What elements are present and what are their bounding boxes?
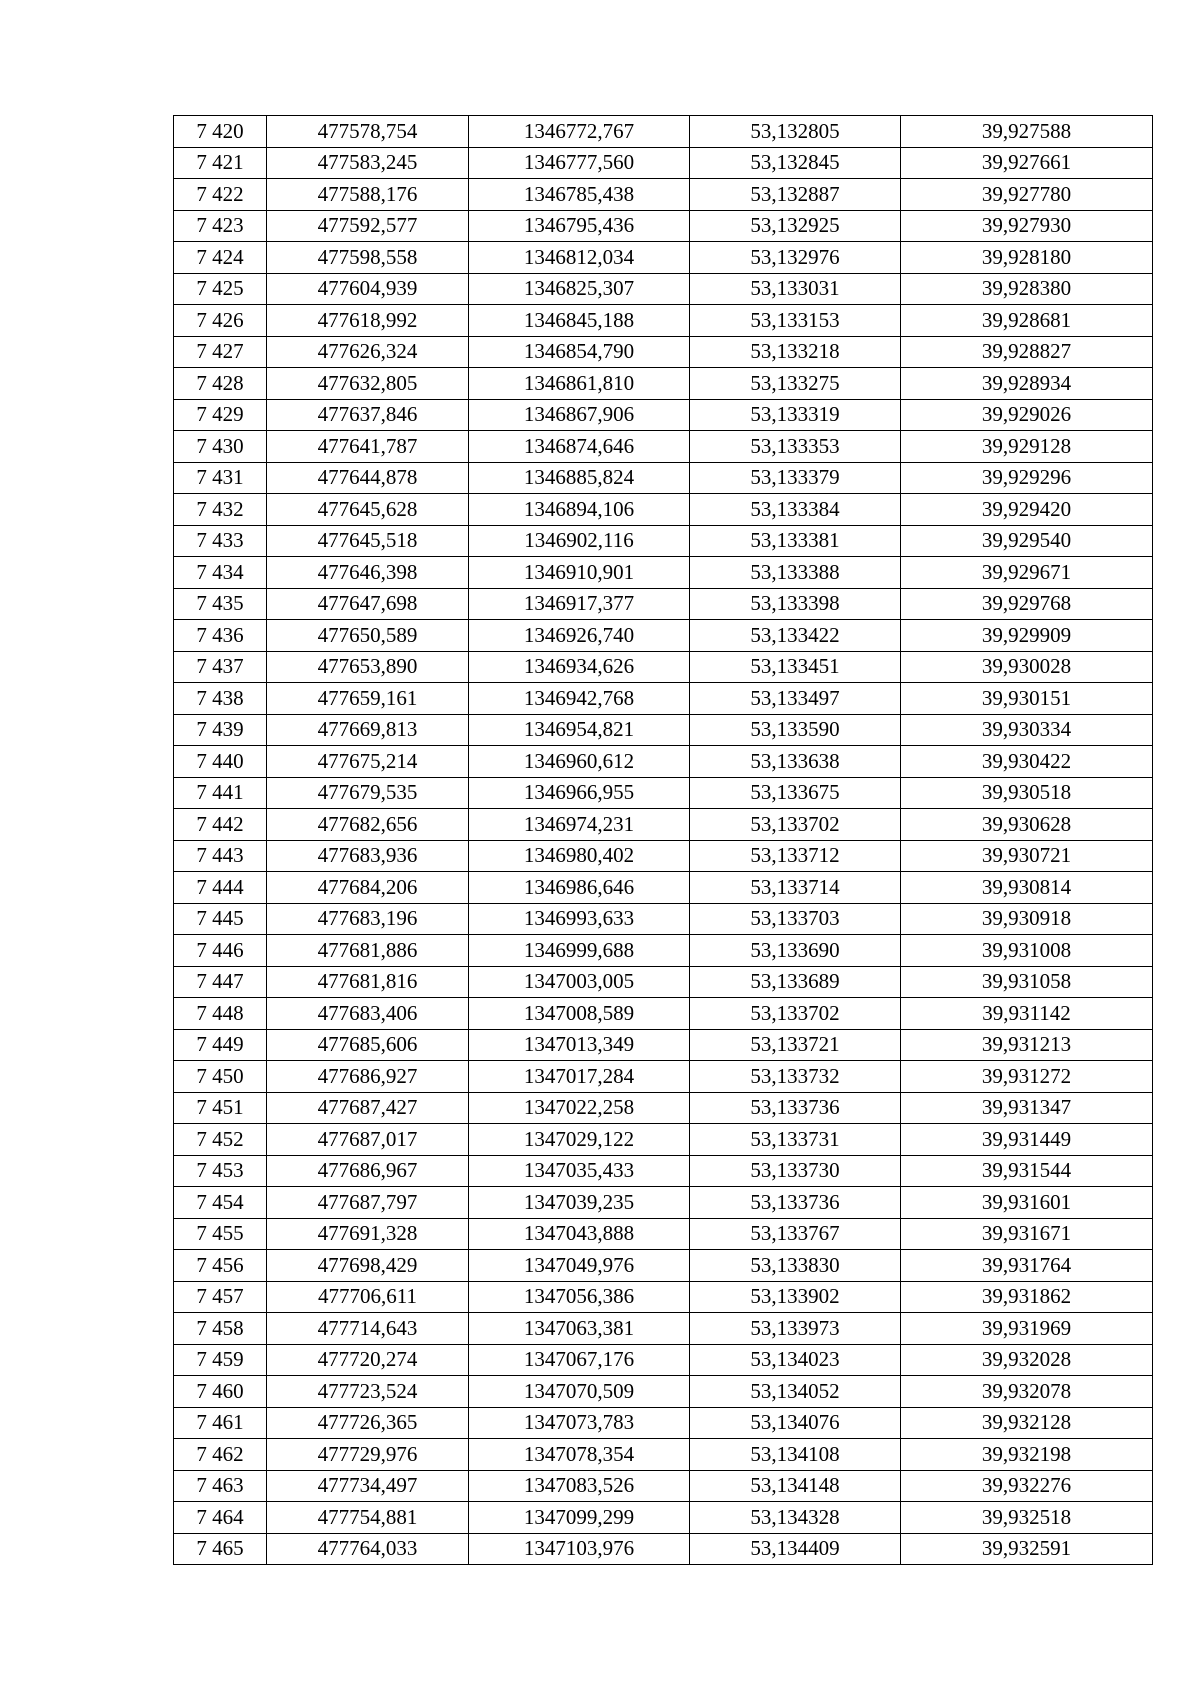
- y-coordinate-cell: 1346825,307: [469, 273, 690, 305]
- latitude-cell: 53,133689: [690, 966, 901, 998]
- point-number-cell: 7 434: [174, 557, 267, 589]
- table-row: [174, 1061, 1153, 1093]
- point-number-cell: 7 425: [174, 273, 267, 305]
- y-coordinate-cell: 1346845,188: [469, 305, 690, 337]
- x-coordinate-cell: 477691,328: [267, 1218, 469, 1250]
- longitude-cell: 39,930518: [901, 777, 1153, 809]
- longitude-cell: 39,932028: [901, 1344, 1153, 1376]
- latitude-cell: 53,134409: [690, 1533, 901, 1565]
- point-number-cell: 7 460: [174, 1376, 267, 1408]
- y-coordinate-cell: 1347063,381: [469, 1313, 690, 1345]
- longitude-cell: 39,929026: [901, 399, 1153, 431]
- table-row: [174, 210, 1153, 242]
- table-row: [174, 683, 1153, 715]
- table-row: [174, 1155, 1153, 1187]
- x-coordinate-cell: 477650,589: [267, 620, 469, 652]
- longitude-cell: 39,931008: [901, 935, 1153, 967]
- table-row: [174, 1439, 1153, 1471]
- y-coordinate-cell: 1346772,767: [469, 116, 690, 148]
- table-row: [174, 525, 1153, 557]
- x-coordinate-cell: 477686,927: [267, 1061, 469, 1093]
- y-coordinate-cell: 1347067,176: [469, 1344, 690, 1376]
- table-row: [174, 872, 1153, 904]
- table-row: [174, 462, 1153, 494]
- x-coordinate-cell: 477618,992: [267, 305, 469, 337]
- table-row: [174, 1029, 1153, 1061]
- point-number-cell: 7 431: [174, 462, 267, 494]
- table-row: [174, 1533, 1153, 1565]
- x-coordinate-cell: 477754,881: [267, 1502, 469, 1534]
- x-coordinate-cell: 477683,936: [267, 840, 469, 872]
- point-number-cell: 7 435: [174, 588, 267, 620]
- longitude-cell: 39,929296: [901, 462, 1153, 494]
- table-row: [174, 1344, 1153, 1376]
- latitude-cell: 53,132845: [690, 147, 901, 179]
- latitude-cell: 53,133702: [690, 998, 901, 1030]
- latitude-cell: 53,133319: [690, 399, 901, 431]
- longitude-cell: 39,930028: [901, 651, 1153, 683]
- y-coordinate-cell: 1347070,509: [469, 1376, 690, 1408]
- table-row: [174, 1124, 1153, 1156]
- longitude-cell: 39,929671: [901, 557, 1153, 589]
- x-coordinate-cell: 477645,518: [267, 525, 469, 557]
- table-row: [174, 1250, 1153, 1282]
- x-coordinate-cell: 477669,813: [267, 714, 469, 746]
- point-number-cell: 7 459: [174, 1344, 267, 1376]
- x-coordinate-cell: 477659,161: [267, 683, 469, 715]
- latitude-cell: 53,134148: [690, 1470, 901, 1502]
- table-row: [174, 777, 1153, 809]
- y-coordinate-cell: 1346894,106: [469, 494, 690, 526]
- table-row: [174, 588, 1153, 620]
- table-row: [174, 714, 1153, 746]
- point-number-cell: 7 448: [174, 998, 267, 1030]
- y-coordinate-cell: 1346777,560: [469, 147, 690, 179]
- y-coordinate-cell: 1346910,901: [469, 557, 690, 589]
- latitude-cell: 53,133031: [690, 273, 901, 305]
- latitude-cell: 53,133275: [690, 368, 901, 400]
- longitude-cell: 39,930334: [901, 714, 1153, 746]
- latitude-cell: 53,133712: [690, 840, 901, 872]
- table-row: [174, 368, 1153, 400]
- x-coordinate-cell: 477637,846: [267, 399, 469, 431]
- x-coordinate-cell: 477653,890: [267, 651, 469, 683]
- table-row: [174, 1218, 1153, 1250]
- point-number-cell: 7 422: [174, 179, 267, 211]
- longitude-cell: 39,929768: [901, 588, 1153, 620]
- x-coordinate-cell: 477679,535: [267, 777, 469, 809]
- x-coordinate-cell: 477687,427: [267, 1092, 469, 1124]
- table-row: [174, 242, 1153, 274]
- y-coordinate-cell: 1346867,906: [469, 399, 690, 431]
- table-row: [174, 935, 1153, 967]
- point-number-cell: 7 462: [174, 1439, 267, 1471]
- y-coordinate-cell: 1347099,299: [469, 1502, 690, 1534]
- table-row: [174, 840, 1153, 872]
- x-coordinate-cell: 477583,245: [267, 147, 469, 179]
- longitude-cell: 39,927588: [901, 116, 1153, 148]
- x-coordinate-cell: 477764,033: [267, 1533, 469, 1565]
- table-row: [174, 1092, 1153, 1124]
- x-coordinate-cell: 477646,398: [267, 557, 469, 589]
- longitude-cell: 39,932518: [901, 1502, 1153, 1534]
- longitude-cell: 39,930422: [901, 746, 1153, 778]
- longitude-cell: 39,928380: [901, 273, 1153, 305]
- latitude-cell: 53,133732: [690, 1061, 901, 1093]
- latitude-cell: 53,133830: [690, 1250, 901, 1282]
- latitude-cell: 53,133353: [690, 431, 901, 463]
- coordinates-table: [173, 115, 1153, 1565]
- latitude-cell: 53,132887: [690, 179, 901, 211]
- latitude-cell: 53,133714: [690, 872, 901, 904]
- x-coordinate-cell: 477641,787: [267, 431, 469, 463]
- latitude-cell: 53,132976: [690, 242, 901, 274]
- longitude-cell: 39,932276: [901, 1470, 1153, 1502]
- table-row: [174, 998, 1153, 1030]
- longitude-cell: 39,927930: [901, 210, 1153, 242]
- longitude-cell: 39,932128: [901, 1407, 1153, 1439]
- coordinates-table-body: [174, 116, 1153, 1565]
- y-coordinate-cell: 1346986,646: [469, 872, 690, 904]
- x-coordinate-cell: 477729,976: [267, 1439, 469, 1471]
- point-number-cell: 7 421: [174, 147, 267, 179]
- point-number-cell: 7 456: [174, 1250, 267, 1282]
- longitude-cell: 39,931601: [901, 1187, 1153, 1219]
- table-row: [174, 1407, 1153, 1439]
- table-row: [174, 557, 1153, 589]
- latitude-cell: 53,133703: [690, 903, 901, 935]
- y-coordinate-cell: 1347078,354: [469, 1439, 690, 1471]
- y-coordinate-cell: 1346960,612: [469, 746, 690, 778]
- latitude-cell: 53,133422: [690, 620, 901, 652]
- latitude-cell: 53,132805: [690, 116, 901, 148]
- longitude-cell: 39,928180: [901, 242, 1153, 274]
- y-coordinate-cell: 1346795,436: [469, 210, 690, 242]
- latitude-cell: 53,134108: [690, 1439, 901, 1471]
- x-coordinate-cell: 477632,805: [267, 368, 469, 400]
- x-coordinate-cell: 477698,429: [267, 1250, 469, 1282]
- x-coordinate-cell: 477675,214: [267, 746, 469, 778]
- longitude-cell: 39,929909: [901, 620, 1153, 652]
- y-coordinate-cell: 1346942,768: [469, 683, 690, 715]
- longitude-cell: 39,931969: [901, 1313, 1153, 1345]
- y-coordinate-cell: 1346861,810: [469, 368, 690, 400]
- table-row: [174, 399, 1153, 431]
- point-number-cell: 7 444: [174, 872, 267, 904]
- y-coordinate-cell: 1347022,258: [469, 1092, 690, 1124]
- longitude-cell: 39,931058: [901, 966, 1153, 998]
- longitude-cell: 39,929128: [901, 431, 1153, 463]
- point-number-cell: 7 449: [174, 1029, 267, 1061]
- latitude-cell: 53,133731: [690, 1124, 901, 1156]
- point-number-cell: 7 446: [174, 935, 267, 967]
- x-coordinate-cell: 477687,017: [267, 1124, 469, 1156]
- longitude-cell: 39,931544: [901, 1155, 1153, 1187]
- latitude-cell: 53,134023: [690, 1344, 901, 1376]
- table-row: [174, 746, 1153, 778]
- x-coordinate-cell: 477734,497: [267, 1470, 469, 1502]
- x-coordinate-cell: 477687,797: [267, 1187, 469, 1219]
- table-row: [174, 147, 1153, 179]
- point-number-cell: 7 424: [174, 242, 267, 274]
- point-number-cell: 7 436: [174, 620, 267, 652]
- longitude-cell: 39,931449: [901, 1124, 1153, 1156]
- x-coordinate-cell: 477598,558: [267, 242, 469, 274]
- table-row: [174, 903, 1153, 935]
- point-number-cell: 7 437: [174, 651, 267, 683]
- longitude-cell: 39,930814: [901, 872, 1153, 904]
- latitude-cell: 53,133381: [690, 525, 901, 557]
- latitude-cell: 53,133902: [690, 1281, 901, 1313]
- longitude-cell: 39,930721: [901, 840, 1153, 872]
- x-coordinate-cell: 477706,611: [267, 1281, 469, 1313]
- table-row: [174, 620, 1153, 652]
- point-number-cell: 7 428: [174, 368, 267, 400]
- point-number-cell: 7 426: [174, 305, 267, 337]
- y-coordinate-cell: 1346917,377: [469, 588, 690, 620]
- x-coordinate-cell: 477726,365: [267, 1407, 469, 1439]
- y-coordinate-cell: 1346966,955: [469, 777, 690, 809]
- point-number-cell: 7 454: [174, 1187, 267, 1219]
- table-row: [174, 1187, 1153, 1219]
- latitude-cell: 53,133973: [690, 1313, 901, 1345]
- table-row: [174, 179, 1153, 211]
- x-coordinate-cell: 477686,967: [267, 1155, 469, 1187]
- point-number-cell: 7 455: [174, 1218, 267, 1250]
- point-number-cell: 7 427: [174, 336, 267, 368]
- longitude-cell: 39,929540: [901, 525, 1153, 557]
- x-coordinate-cell: 477685,606: [267, 1029, 469, 1061]
- latitude-cell: 53,133767: [690, 1218, 901, 1250]
- latitude-cell: 53,133736: [690, 1187, 901, 1219]
- latitude-cell: 53,134076: [690, 1407, 901, 1439]
- point-number-cell: 7 457: [174, 1281, 267, 1313]
- point-number-cell: 7 447: [174, 966, 267, 998]
- x-coordinate-cell: 477626,324: [267, 336, 469, 368]
- y-coordinate-cell: 1346854,790: [469, 336, 690, 368]
- point-number-cell: 7 465: [174, 1533, 267, 1565]
- longitude-cell: 39,931347: [901, 1092, 1153, 1124]
- longitude-cell: 39,930918: [901, 903, 1153, 935]
- x-coordinate-cell: 477645,628: [267, 494, 469, 526]
- x-coordinate-cell: 477578,754: [267, 116, 469, 148]
- latitude-cell: 53,133702: [690, 809, 901, 841]
- point-number-cell: 7 438: [174, 683, 267, 715]
- y-coordinate-cell: 1347103,976: [469, 1533, 690, 1565]
- point-number-cell: 7 450: [174, 1061, 267, 1093]
- latitude-cell: 53,133590: [690, 714, 901, 746]
- table-row: [174, 305, 1153, 337]
- point-number-cell: 7 440: [174, 746, 267, 778]
- point-number-cell: 7 430: [174, 431, 267, 463]
- latitude-cell: 53,134052: [690, 1376, 901, 1408]
- y-coordinate-cell: 1347073,783: [469, 1407, 690, 1439]
- longitude-cell: 39,932078: [901, 1376, 1153, 1408]
- longitude-cell: 39,932591: [901, 1533, 1153, 1565]
- latitude-cell: 53,133690: [690, 935, 901, 967]
- latitude-cell: 53,133384: [690, 494, 901, 526]
- longitude-cell: 39,929420: [901, 494, 1153, 526]
- longitude-cell: 39,932198: [901, 1439, 1153, 1471]
- longitude-cell: 39,928827: [901, 336, 1153, 368]
- latitude-cell: 53,134328: [690, 1502, 901, 1534]
- point-number-cell: 7 453: [174, 1155, 267, 1187]
- point-number-cell: 7 432: [174, 494, 267, 526]
- table-row: [174, 966, 1153, 998]
- x-coordinate-cell: 477684,206: [267, 872, 469, 904]
- longitude-cell: 39,931272: [901, 1061, 1153, 1093]
- x-coordinate-cell: 477604,939: [267, 273, 469, 305]
- x-coordinate-cell: 477592,577: [267, 210, 469, 242]
- y-coordinate-cell: 1347008,589: [469, 998, 690, 1030]
- point-number-cell: 7 451: [174, 1092, 267, 1124]
- point-number-cell: 7 442: [174, 809, 267, 841]
- table-row: [174, 273, 1153, 305]
- table-row: [174, 116, 1153, 148]
- x-coordinate-cell: 477714,643: [267, 1313, 469, 1345]
- point-number-cell: 7 423: [174, 210, 267, 242]
- longitude-cell: 39,931764: [901, 1250, 1153, 1282]
- latitude-cell: 53,133398: [690, 588, 901, 620]
- x-coordinate-cell: 477720,274: [267, 1344, 469, 1376]
- point-number-cell: 7 439: [174, 714, 267, 746]
- y-coordinate-cell: 1347039,235: [469, 1187, 690, 1219]
- y-coordinate-cell: 1347043,888: [469, 1218, 690, 1250]
- table-row: [174, 1313, 1153, 1345]
- y-coordinate-cell: 1347049,976: [469, 1250, 690, 1282]
- table-row: [174, 336, 1153, 368]
- latitude-cell: 53,132925: [690, 210, 901, 242]
- point-number-cell: 7 464: [174, 1502, 267, 1534]
- table-row: [174, 809, 1153, 841]
- longitude-cell: 39,927661: [901, 147, 1153, 179]
- y-coordinate-cell: 1346999,688: [469, 935, 690, 967]
- y-coordinate-cell: 1346993,633: [469, 903, 690, 935]
- longitude-cell: 39,928934: [901, 368, 1153, 400]
- x-coordinate-cell: 477647,698: [267, 588, 469, 620]
- y-coordinate-cell: 1346954,821: [469, 714, 690, 746]
- y-coordinate-cell: 1346974,231: [469, 809, 690, 841]
- table-row: [174, 1470, 1153, 1502]
- y-coordinate-cell: 1346902,116: [469, 525, 690, 557]
- y-coordinate-cell: 1347017,284: [469, 1061, 690, 1093]
- table-row: [174, 494, 1153, 526]
- y-coordinate-cell: 1347003,005: [469, 966, 690, 998]
- longitude-cell: 39,931862: [901, 1281, 1153, 1313]
- point-number-cell: 7 452: [174, 1124, 267, 1156]
- y-coordinate-cell: 1347035,433: [469, 1155, 690, 1187]
- y-coordinate-cell: 1346874,646: [469, 431, 690, 463]
- x-coordinate-cell: 477644,878: [267, 462, 469, 494]
- y-coordinate-cell: 1346980,402: [469, 840, 690, 872]
- latitude-cell: 53,133736: [690, 1092, 901, 1124]
- table-row: [174, 1281, 1153, 1313]
- point-number-cell: 7 458: [174, 1313, 267, 1345]
- longitude-cell: 39,931142: [901, 998, 1153, 1030]
- x-coordinate-cell: 477683,406: [267, 998, 469, 1030]
- point-number-cell: 7 463: [174, 1470, 267, 1502]
- point-number-cell: 7 429: [174, 399, 267, 431]
- point-number-cell: 7 443: [174, 840, 267, 872]
- latitude-cell: 53,133638: [690, 746, 901, 778]
- table-row: [174, 431, 1153, 463]
- point-number-cell: 7 441: [174, 777, 267, 809]
- x-coordinate-cell: 477682,656: [267, 809, 469, 841]
- latitude-cell: 53,133675: [690, 777, 901, 809]
- longitude-cell: 39,931671: [901, 1218, 1153, 1250]
- x-coordinate-cell: 477683,196: [267, 903, 469, 935]
- y-coordinate-cell: 1347056,386: [469, 1281, 690, 1313]
- latitude-cell: 53,133730: [690, 1155, 901, 1187]
- y-coordinate-cell: 1347029,122: [469, 1124, 690, 1156]
- latitude-cell: 53,133379: [690, 462, 901, 494]
- x-coordinate-cell: 477588,176: [267, 179, 469, 211]
- table-row: [174, 651, 1153, 683]
- latitude-cell: 53,133721: [690, 1029, 901, 1061]
- x-coordinate-cell: 477681,816: [267, 966, 469, 998]
- longitude-cell: 39,930151: [901, 683, 1153, 715]
- point-number-cell: 7 461: [174, 1407, 267, 1439]
- latitude-cell: 53,133388: [690, 557, 901, 589]
- y-coordinate-cell: 1346812,034: [469, 242, 690, 274]
- latitude-cell: 53,133218: [690, 336, 901, 368]
- x-coordinate-cell: 477681,886: [267, 935, 469, 967]
- latitude-cell: 53,133153: [690, 305, 901, 337]
- point-number-cell: 7 433: [174, 525, 267, 557]
- longitude-cell: 39,930628: [901, 809, 1153, 841]
- table-row: [174, 1502, 1153, 1534]
- y-coordinate-cell: 1346885,824: [469, 462, 690, 494]
- point-number-cell: 7 445: [174, 903, 267, 935]
- x-coordinate-cell: 477723,524: [267, 1376, 469, 1408]
- table-row: [174, 1376, 1153, 1408]
- y-coordinate-cell: 1346934,626: [469, 651, 690, 683]
- y-coordinate-cell: 1346785,438: [469, 179, 690, 211]
- latitude-cell: 53,133451: [690, 651, 901, 683]
- point-number-cell: 7 420: [174, 116, 267, 148]
- y-coordinate-cell: 1347083,526: [469, 1470, 690, 1502]
- y-coordinate-cell: 1347013,349: [469, 1029, 690, 1061]
- longitude-cell: 39,928681: [901, 305, 1153, 337]
- latitude-cell: 53,133497: [690, 683, 901, 715]
- y-coordinate-cell: 1346926,740: [469, 620, 690, 652]
- longitude-cell: 39,927780: [901, 179, 1153, 211]
- longitude-cell: 39,931213: [901, 1029, 1153, 1061]
